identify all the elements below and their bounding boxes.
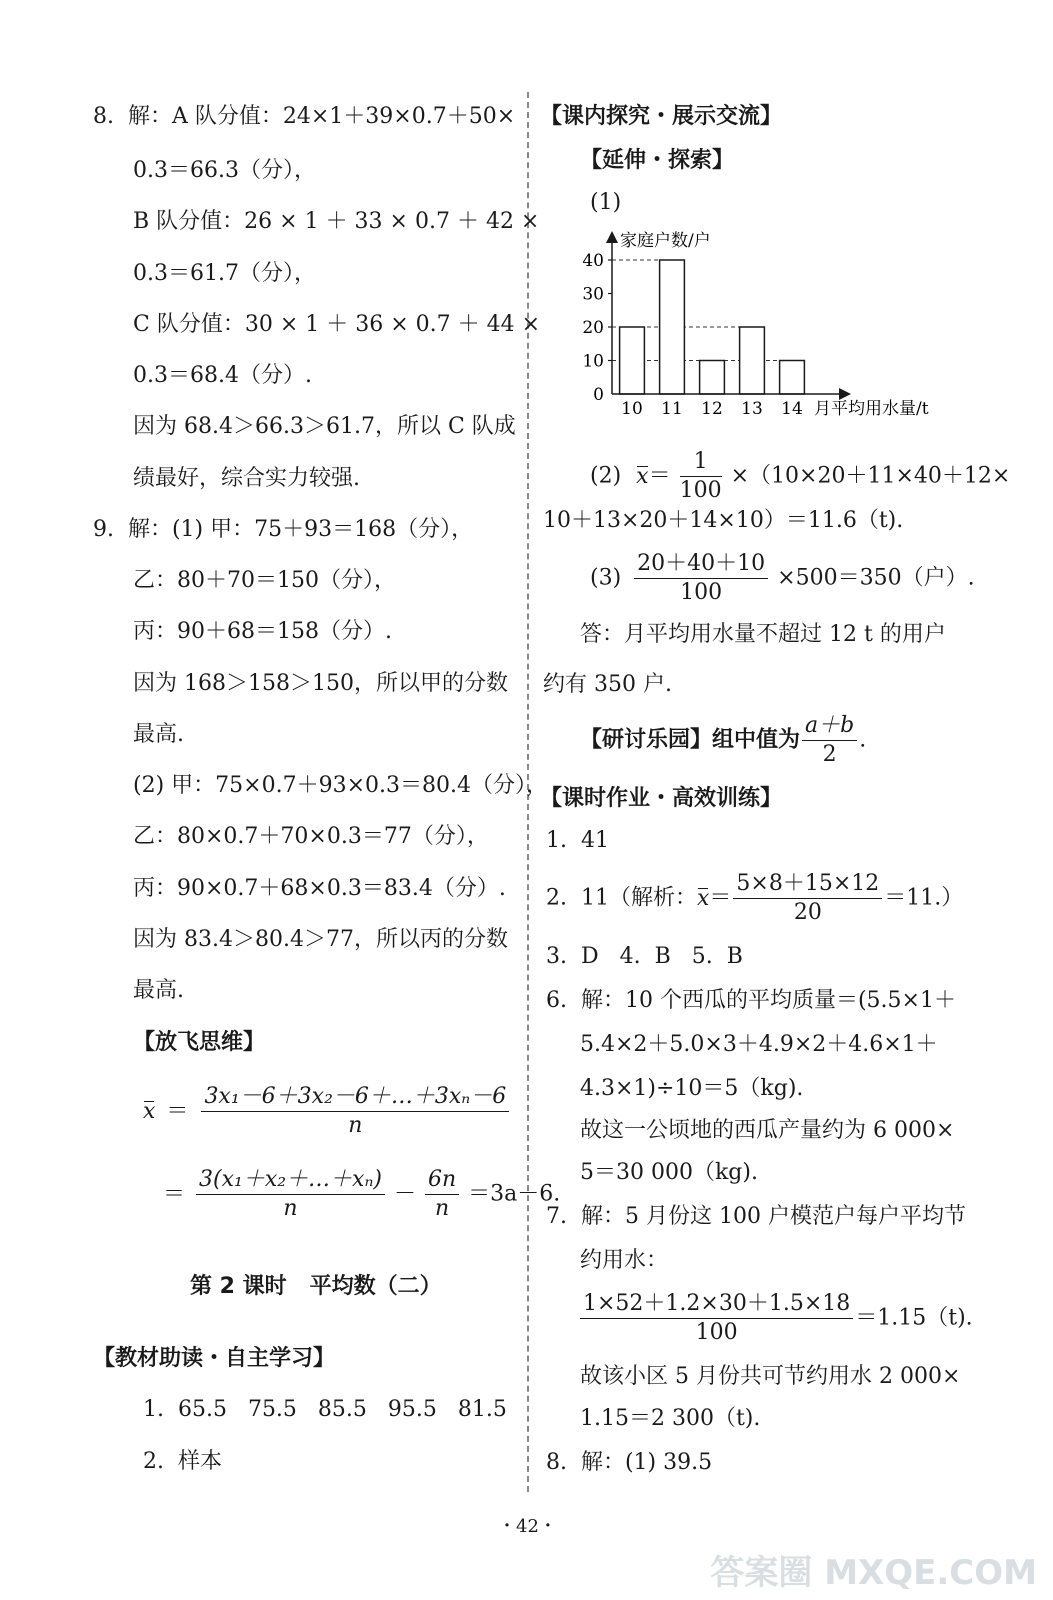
answer-line-1: 答：月平均用水量不超过 12 t 的用户 — [580, 622, 946, 647]
fraction-1-numerator: 3x₁－6＋3x₂－6＋…＋3xₙ－6 — [201, 1083, 509, 1112]
water-usage-histogram — [580, 226, 960, 426]
fraction-3-denominator: n — [434, 1196, 450, 1221]
q8-line-2: 0.3＝66.3（分）， — [133, 158, 316, 183]
jiaocai-answer-2: 2. 样本 — [143, 1449, 222, 1474]
fraction-3 — [425, 1166, 459, 1223]
part-2-fraction — [680, 448, 722, 505]
part-2-frac-denominator: 100 — [679, 478, 722, 503]
part-3-frac-denominator: 100 — [680, 580, 723, 605]
part-2-label: (2) — [590, 463, 622, 489]
hw-2-prefix: 2. 11（解析： — [546, 885, 697, 911]
x-tick-label-11: 11 — [661, 399, 683, 419]
yantao-frac-denominator: 2 — [822, 742, 837, 767]
yantao-line: 【研讨乐园】组中值为 $\frac{a+b}{2}$ . — [580, 713, 867, 767]
hw-7-fraction — [580, 1290, 853, 1347]
q9-line-9: 因为 83.4＞80.4＞77，所以丙的分数 — [133, 927, 508, 952]
part-2-expression: ×（10×20＋11×40＋12× — [730, 463, 1011, 489]
q9-line-10: 最高. — [133, 978, 184, 1003]
hw-7-frac-denominator: 100 — [695, 1320, 738, 1345]
fraction-2 — [196, 1166, 385, 1223]
lesson-title: 第 2 课时 平均数（二） — [190, 1274, 442, 1299]
hw-7-line-4: 故该小区 5 月份共可节约用水 2 000× — [580, 1364, 961, 1389]
part-3-frac-numerator: 20＋40＋10 — [634, 550, 768, 579]
answer-line-2: 约有 350 户. — [543, 672, 672, 697]
q8-line-5: C 队分值：30 × 1 ＋ 36 × 0.7 ＋ 44 × — [133, 312, 541, 337]
y-tick-label-30: 30 — [582, 284, 604, 305]
bar-11 — [660, 260, 685, 394]
hw-2-frac-denominator: 20 — [793, 900, 822, 925]
hw-2-frac-numerator: 5×8＋15×12 — [733, 870, 882, 899]
bar-14 — [780, 361, 805, 395]
hw-6-line-2: 5.4×2＋5.0×3＋4.9×2＋4.6×1＋ — [580, 1032, 938, 1057]
fraction-2-numerator: 3(x₁＋x₂＋…＋xₙ) — [196, 1166, 385, 1195]
q8-line-1: 8. 解：A 队分值：24×1＋39×0.7＋50× — [93, 104, 516, 129]
y-axis-label: 家庭户数/户 — [620, 231, 711, 251]
part-2-line-1: (2) x＝ $\frac{1}{100}$ ×（10×20＋11×40＋12× — [590, 449, 1011, 503]
hw-6-line-4: 故这一公顷地的西瓜产量约为 6 000× — [580, 1118, 955, 1143]
fangfei-heading: 【放飞思维】 — [133, 1030, 266, 1055]
mean-equation-1: x ＝ $\frac{\text{3x₁－6＋3x₂－6＋…＋3xₙ－6}}{n}$ — [143, 1083, 511, 1140]
y-tick-label-20: 20 — [582, 318, 604, 338]
watermark: 答案圈 MXQE.COM — [710, 1553, 1037, 1593]
q9-line-5: 最高. — [133, 722, 184, 747]
hw-2-fraction — [733, 870, 882, 927]
yantao-label: 【研讨乐园】组中值为 — [580, 727, 801, 753]
q8-line-7: 因为 68.4＞66.3＞61.7，所以 C 队成 — [133, 414, 516, 439]
jiaocai-heading: 【教材助读・自主学习】 — [93, 1346, 336, 1371]
fraction-1-denominator: n — [348, 1113, 363, 1138]
q9-line-2: 乙：80＋70＝150（分）， — [133, 568, 396, 593]
yantao-fraction — [802, 712, 857, 769]
x-bar-symbol: x — [143, 1098, 156, 1124]
part-2-frac-numerator: 1 — [680, 448, 722, 477]
equation-2-tail: ＝3a－6. — [468, 1181, 561, 1207]
x-bar-symbol: x — [636, 463, 649, 489]
q9-line-7: 乙：80×0.7＋70×0.3＝77（分）， — [133, 824, 489, 849]
part-3-label: (3) — [590, 565, 622, 591]
page-number: ・42・ — [498, 1516, 557, 1537]
y-tick-label-0: 0 — [593, 385, 604, 405]
x-tick-label-10: 10 — [621, 399, 643, 419]
x-tick-label-13: 13 — [741, 399, 763, 419]
yanshen-heading: 【延伸・探索】 — [580, 148, 735, 173]
q9-line-8: 丙：90×0.7＋68×0.3＝83.4（分）. — [133, 876, 506, 901]
hw-answer-1: 1. 41 — [546, 828, 609, 853]
ketang-heading: 【课内探究・展示交流】 — [540, 104, 783, 129]
x-bar-symbol: x — [696, 885, 710, 911]
hw-7-line-5: 1.15＝2 300（t). — [580, 1406, 761, 1431]
q9-line-1: 9. 解：(1) 甲：75＋93＝168（分）， — [93, 517, 474, 542]
part-1-label: (1) — [590, 190, 622, 215]
bar-10 — [620, 327, 645, 394]
part-3-fraction — [634, 550, 768, 607]
hw-7-frac-numerator: 1×52＋1.2×30＋1.5×18 — [580, 1290, 853, 1319]
part-2-line-2: 10＋13×20＋14×10）＝11.6（t). — [543, 508, 904, 533]
bar-13 — [740, 327, 765, 394]
hw-answer-8: 8. 解：(1) 39.5 — [546, 1450, 713, 1475]
fraction-1 — [201, 1083, 509, 1140]
part-3-line — [590, 550, 975, 607]
y-tick-label-10: 10 — [582, 351, 604, 372]
hw-7-line-3 — [578, 1290, 973, 1347]
bar-12 — [700, 361, 725, 395]
hw-6-line-1: 6. 解：10 个西瓜的平均质量＝(5.5×1＋ — [546, 988, 956, 1013]
kehou-heading: 【课时作业・高效训练】 — [540, 786, 783, 811]
q9-line-6: (2) 甲：75×0.7＋93×0.3＝80.4（分）， — [133, 773, 548, 798]
hw-7-result: ＝1.15（t). — [855, 1305, 973, 1331]
q8-line-8: 绩最好，综合实力较强. — [133, 466, 360, 491]
jiaocai-answer-1: 1. 65.5 75.5 85.5 95.5 81.5 — [143, 1397, 507, 1422]
hw-7-line-2: 约用水： — [580, 1248, 669, 1273]
fraction-2-denominator: n — [283, 1196, 298, 1221]
x-tick-label-12: 12 — [701, 399, 723, 419]
hw-6-line-3: 4.3×1)÷10＝5（kg). — [580, 1076, 804, 1101]
q9-line-4: 因为 168＞158＞150，所以甲的分数 — [133, 671, 508, 696]
y-tick-label-40: 40 — [582, 251, 604, 271]
fraction-3-numerator: 6n — [425, 1166, 459, 1195]
q8-line-4: 0.3＝61.7（分）， — [133, 261, 316, 286]
yantao-frac-numerator: a＋b — [802, 712, 857, 741]
part-3-expression: ×500＝350（户）. — [777, 565, 975, 591]
hw-answer-2: 2. 11（解析：x＝ $\frac{5\times 8+15\times 12}{20}$ ＝11.） — [546, 871, 964, 925]
hw-6-line-5: 5＝30 000（kg). — [580, 1160, 758, 1185]
mean-equation-2: ＝ $\frac{\text{3(x₁＋x₂＋…＋xₙ)}}{n}$ － $\frac{6n}{n}$ ＝3a－6. — [163, 1167, 561, 1221]
hw-2-suffix: ＝11.） — [884, 885, 964, 911]
x-axis-label: 月平均用水量/t — [814, 399, 929, 419]
q8-line-3: B 队分值：26 × 1 ＋ 33 × 0.7 ＋ 42 × — [133, 209, 540, 234]
q9-line-3: 丙：90＋68＝158（分）. — [133, 619, 392, 644]
x-tick-label-14: 14 — [781, 399, 803, 419]
hw-answer-3-5: 3. D 4. B 5. B — [546, 944, 743, 969]
q8-line-6: 0.3＝68.4（分）. — [133, 363, 312, 388]
hw-7-line-1: 7. 解：5 月份这 100 户模范户每户平均节 — [546, 1204, 966, 1229]
